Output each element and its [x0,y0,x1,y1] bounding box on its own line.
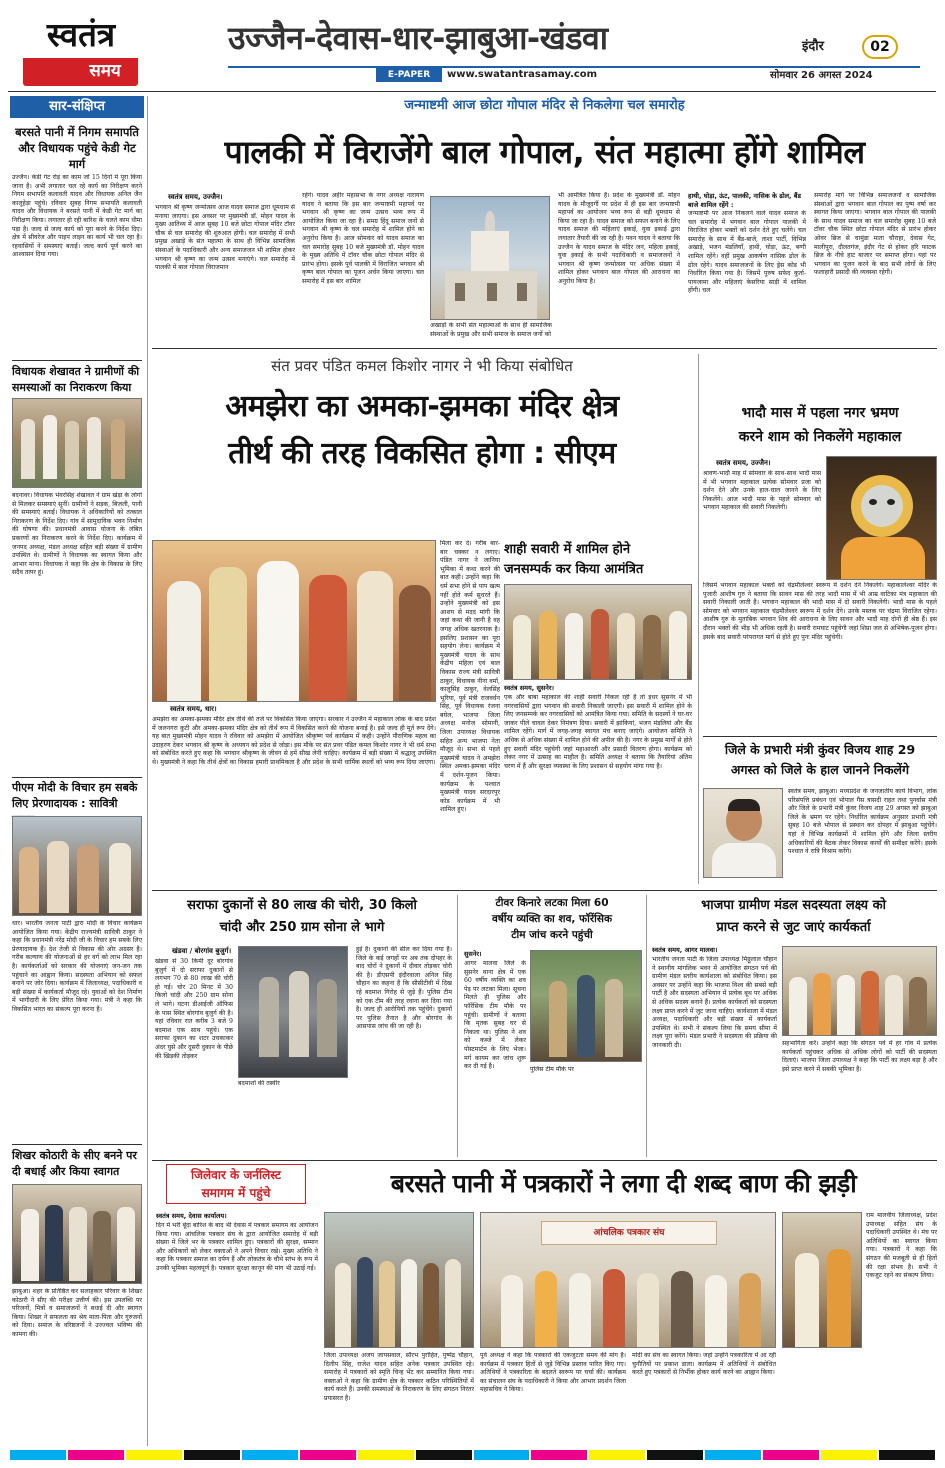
page-number: 02 [870,39,890,55]
brief-rule-2 [12,777,142,778]
story6-divider [457,895,458,1157]
story8-headline-line1: भाजपा ग्रामीण मंडल सदस्यता लक्ष्य को [701,898,886,913]
story5-body: स्वतंत्र समय, झाबुआ। मध्यप्रदेश के जनजातीय कार्य विभाग, लोक परिसंपत्ति प्रबंधन एवं भोपाल गैस त्रासदी राहत तथा पुनर्वास मंत्री और जिले के प्रभारी मंत्री कुंवर विजय शाह 29 अगस्त को झाबुआ जिले के भ्रमण पर रहेंगे। निर्धारित कार्यक्रम अनुसार प्रभारी मंत्री सुबह 10 बजे भोपाल से प्रस्थान कर दोपहर में झाबुआ पहुंचेंगे। यहां वे विभिन्न कार्यक्रमों में शामिल होंगे और जिला स्तरीय अधिकारियों की बैठक लेकर विकास कार्यों की समीक्षा करेंगे। इसके पश्चात वे रात्रि विश्राम करेंगे। [788,788,937,856]
lead-caption: अखाड़ों के सभी संत महात्माओं के साथ ही सामाजिक संस्थाओं के प्रमुख और सभी समाज के समाज जनों को [430,322,552,338]
story3-byline: स्वतंत्र समय, सुसनेर। [504,684,554,692]
lead-kicker: जन्माष्टमी आज छोटा गोपाल मंदिर से निकलेगा चल समारोह [404,98,685,113]
story9-photo-stage [480,1212,776,1348]
story2-col-a: मिला कर दे। गरीब बार-बार चक्कर न लगाए। पंडित नागर ने जानिया भूमिका में कथा करने की बात कही। उन्होंने कहा कि धर्म सभा होने से पाप खत्म नहीं होते कर्म सुधरते हैं। उन्होंने मुख्यमंत्री को इस आशय से मदद मांगी कि जहां कथा की जानी है वह जगह अधिक खतरनाक है। इसलिए प्रशासन का पूरा सहयोग लेना। कार्यक्रम में मुख्यमंत्री यादव के साथ केंद्रीय महिला एवं बाल विकास राज्य मंत्री सावित्री ठाकुर, विधायक नीना वर्मा, कालूसिंह ठाकुर, वेलसिंह भूरिया, पूर्व मंत्री राजवर्धन सिंह, पूर्व विधायक रंजना बघेल, भाजपा जिला अध्यक्ष मनोज सोमानी, जिला उपाध्यक्ष विधायक सहित अन्य भाजपा नेता मौजूद थे। सभा से पहले मुख्यमंत्री यादव ने अमझेरा स्थित अमका-झमका मंदिर में दर्शन-पूजन किया। कार्यक्रम के पश्चात मुख्यमंत्री यादव सरदारपुर कोड कार्यक्रम में भी शामिल हुए। [440,540,500,814]
story8-byline: स्वतंत्र समय, आगर मालवा। [652,946,718,954]
story2-headline-line1: अमझेरा का अमका-झमका मंदिर क्षेत्र [225,389,619,424]
story7-byline: सुसनेर। [464,950,482,958]
brief-4-body: झाबुआ। शहर के प्रतिष्ठित कर सलाहकार परिवार के शिखर कोठारी ने सीए की परीक्षा उत्तीर्ण की। इस उपलब्धि पर परिजनों, मित्रों व समाजजनों ने बधाई दी और स्वागत किया। शिखर ने सफलता का श्रेय माता-पिता और गुरुजनों को दिया। समाज के वरिष्ठजनों ने उज्ज्वल भविष्य की कामना की। [12,1288,142,1338]
sidebar-divider [147,96,148,1446]
brief-2-title: विधायक शेखावत ने ग्रामीणों की समस्याओं का निराकरण किया [12,365,140,394]
story4-photo-mahakal [826,456,937,580]
story4-byline: स्वतंत्र समय, उज्जैन। [716,459,771,467]
brief-3-title: पीएम मोदी के विचार हम सबके लिए प्रेरणादायक : सावित्री [12,781,138,810]
mid-rule [152,890,937,891]
logo-word-samay: समय [89,61,121,81]
story3-divider [698,354,699,884]
brief-rule-1 [12,360,142,361]
story2-headline-line2: तीर्थ की तरह विकसित होगा : सीएम [228,436,616,471]
edition-title: उज्जैन-देवास-धार-झाबुआ-खंडवा [228,19,608,57]
brief-2-body: बदनावर। विधायक भंवरसिंह शेखावत ने ग्राम खेड़ा के लोगों से मिलकर समस्याएं सुनीं। ग्रामीणों ने सड़क, बिजली, पानी की समस्याएं बताईं। विधायक ने अधिकारियों को तत्काल निराकरण के निर्देश दिए। गांव में सामुदायिक भवन निर्माण की घोषणा की। प्रधानमंत्री आवास योजना के लंबित प्रकरणों का निराकरण करने के निर्देश दिए। कार्यक्रम में जनपद अध्यक्ष, मंडल अध्यक्ष सहित बड़ी संख्या में ग्रामीण उपस्थित थे। ग्रामीणों ने विधायक का स्वागत किया और आभार माना। विधायक ने कहा कि क्षेत्र के विकास के लिए सदैव तत्पर हूं। [12,492,142,577]
brief-2-photo [12,398,142,488]
story9-photo-right [782,1212,862,1348]
story7-divider [646,895,647,1157]
story6-col-3: हुई है। दुकानों की सील कर दिया गया है। जिले के कई जगहों पर अब तक दोपहर के बाद चोरों ने दुकानों में दीवार तोड़कर चोरी की है। डीएसपी इंदौरवाला अनिल सिंह चौहान का कहना है कि सीसीटीवी में दिख रहे बदमाश गिरोह से जुड़े हैं। पुलिस टीम को एक टीम की तरह रवाना कर दिया गया है। जल्द ही आरोपियों तक पहुंचेंगे। दुकानों पर पुलिस तैनात है और बोरगांव के आसपास जांच की जा रही है। [356,946,452,1031]
website-url[interactable]: www.swatantrasamay.com [447,69,598,80]
story4-body: जिसमें भगवान महाकाल भक्तों को चंद्रमौलेश्वर स्वरूप में दर्शन देने निकलेंगे। महाकालेश्वर मंदिर के पुजारी आशीष गुरु ने बताया कि सावन मास की तरह भादौ मास में भी आम्र वाटिका मंत्र महाकाल की सवारी निकाली जाती है। भगवान महाकाल की भादौ मास में दो सवारी निकलेंगी। भादौ मास के पहले सोमवार को भगवान महाकाल चंद्रमौलेश्वर स्वरूप में दर्शन देंगे। उनके मस्तक पर चंद्रमा विराजित रहेगा। आशीष गुरु के मुताबिक भगवान शिव की आराधना के लिए सावन और भादौ माह दोनों ही श्रेष्ठ हैं। इस दौरान भक्तों की भीड़ भी अधिक रहती है। सवारी रामघाट पहुंचेगी जहां शिप्रा जल से अभिषेक-पूजन होगा। इसके बाद सवारी परंपरागत मार्ग से होते हुए पुनः मंदिर पहुंचेगी। [703,582,937,641]
story8-body-2: सहभागिता करें। उन्होंने कहा कि संगठन पर्व में हर गांव में प्रत्येक कार्यकर्ता पहुंचकर अधिक से अधिक लोगों को पार्टी की सदस्यता दिलाएं। भाजपा जिला उपाध्यक्ष ने कहा कि पार्टी का लक्ष्य बड़ा है और इसे प्राप्त करने में सबकी भूमिका है। [782,1040,937,1073]
story3-photo-procession [504,584,692,680]
story7-headline-line2: वर्षीय व्यक्ति का शव, फॉरेंसिक [491,913,613,925]
masthead-bottom-rule [8,91,936,92]
story8-photo-meeting [782,946,937,1036]
lead-col-1: भगवान श्री कृष्ण जन्मोत्सव आज यादव समाज द्वारा धूमधाम से मनाया जाएगा। इस अवसर पर मुख्यमंत्री डॉ. मोहन यादव के मुख्य आतिथ्य में आज सुबह 10 बजे छोटा गोपाल मंदिर टॉवर चौक से चल समारोह की शुरुआत होगी। चल समारोह में सभी प्रमुख अखाड़े के संत महात्मा के साथ ही विभिन्न सामाजिक संस्थाओं के पदाधिकारी और अन्य समाजजन भी शामिल होकर भगवान श्री कृष्ण का जन्म उत्सव मनाएंगे। चल समारोह में पालकी में बाल गोपाल विराजमान [155,204,295,272]
sidebar-header: सार-संक्षिप्त [49,99,105,114]
story9-col-1: दिन में भरी बूंदा बारिश के बाद भी देवास में पत्रकार समागम का आयोजन किया गया। आंचलिक पत्रकार संघ के द्वारा आयोजित समारोह में बड़ी संख्या में जिले भर के पत्रकार शामिल हुए। पत्रकारों की सुरक्षा, सम्मान और अधिकारों को लेकर वक्ताओं ने अपने विचार रखे। मुख्य अतिथि ने कहा कि पत्रकार समाज का दर्पण हैं और लोकतंत्र के चौथे स्तंभ के रूप में उनकी भूमिका महत्वपूर्ण है। पत्रकार सुरक्षा कानून की मांग भी उठाई गई। [156,1222,318,1272]
story5-headline-line2: अगस्त को जिले के हाल जानने निकलेंगे [730,762,910,777]
lower-rule [152,1160,937,1161]
story6-headline-line2: चांदी और 250 ग्राम सोना ले भागे [219,920,385,935]
brief-4-photo [12,1184,142,1284]
story6-headline-line1: सराफा दुकानों से 80 लाख की चोरी, 30 किलो [187,898,417,913]
story6-caption: बदमाशों की तस्वीर [238,1080,280,1087]
story4-col-1: श्रावण-भादौ माह में सोमवार के साथ-साथ भादौ मास में भी भगवान महाकाल प्रत्येक सोमवार प्रजा को दर्शन देने और उनके हाल-चाल जानने के लिए निकलेंगे। आज भादौ मास के पहले सोमवार को भगवान महाकाल की सवारी निकलेगी। [703,470,821,512]
story2-photo-cm [152,540,436,702]
lead-col-6: समारोह मार्ग पर विभिन्न समाजजनों व सामाजिक संस्थाओं द्वारा भगवान बाल गोपाल का पुष्प वर्षा कर स्वागत किया जाएगा। भगवान बाल गोपाल की पालकी के साथ यादव समाज का चल समारोह सुबह 10 बजे टॉवर चौक स्थित छोटा गोपाल मंदिर से प्रारंभ होकर ओवर ब्रिज से चामुंडा माता चौराहा, देवास गेट, मालीपुरा, दौलतगंज, इंदौर गेट से होकर हरि फाटक ब्रिज के नीचे हाट बाजार पर समाप्त होगा। यहां पर भगवान का पूजन करने के बाद सभी लोगों के लिए फलाहारी प्रसादी की व्यवस्था रहेगी। [814,192,936,277]
story4-headline-line1: भादौ मास में पहला नगर भ्रमण [741,405,899,421]
lead-photo-temple [430,196,550,320]
story9-col-4: मोदी का संघ का स्वागत किया। जहां उन्होंने पत्रकारिता में आ रही चुनौतियों पर प्रकाश डाला। कार्यक्रम में अतिथियों ने संबोधित करते हुए पत्रकारों से निर्भीक होकर कार्य करने का आह्वान किया। [632,1352,776,1377]
story3-body: एक और बाबा महाकाल की शाही सवारी निकल रही है तो इधर सुसनेर में भी नगरवासियों द्वारा भगवान की सवारी निकाली जाएगी। इस सवारी में शामिल होने के लिए जनसम्पर्क कर नगरवासियों को आमंत्रित किया गया। समिति के सदस्यों ने घर-घर जाकर पीले चावल देकर निमंत्रण दिया। सवारी में झांकियां, भजन मंडलियां और बैंड शामिल रहेंगे। मार्ग में जगह-जगह स्वागत मंच बनाए जाएंगे। आयोजन समिति ने अधिक से अधिक संख्या में शामिल होने की अपील की है। नगर के प्रमुख मार्गों से होते हुए सवारी मंदिर पहुंचेगी जहां महाआरती और प्रसादी वितरण होगा। कार्यक्रम को लेकर नगर में उत्साह का माहौल है। समिति अध्यक्ष ने बताया कि तैयारियां अंतिम चरण में हैं और सुरक्षा व्यवस्था के लिए प्रशासन से सहयोग मांगा गया है। [504,694,692,770]
story6-photo-cctv [238,946,348,1078]
story4-bottom-rule [703,736,937,737]
lead-bottom-rule [152,348,937,349]
registration-strip [10,1450,935,1460]
story9-headline: बरसते पानी में पत्रकारों ने लगा दी शब्द बाण की झड़ी [390,1169,857,1198]
logo-word-swatantra: स्वतंत्र [46,15,116,54]
brief-rule-3 [12,1144,142,1145]
brief-1-body: उज्जैन। केडी गेट रोड़ का काम जो 15 दिनों में पूरा किया जाना है। अभी लगातार चल रहे कार्य का निरीक्षण करने निगम सभापति कलावती यादव और विधायक अनिल जैन कालूहेड़ा पहुंचे। रविवार सुबह निगम सभापति कलावती यादव और विधायक ने बरसते पानी में केडी गेट मार्ग का निरीक्षण किया। लगातार हो रही बारिश के चलते काम धीमा पड़ा है। जल्द से जल्द कार्य को पूरा करने के निर्देश दिए। क्षेत्र में सीवरेज और पाइप लाइन का कार्य भी चल रहा है। रहवासियों ने समस्याएं बताईं। जल्द कार्य पूर्ण करने का आश्वासन दिया गया। [12,174,142,259]
story7-caption: पुलिस टीम मौके पर [530,1066,574,1073]
story9-kicker-line2: समागम में पहुंचे [201,1186,271,1200]
lead-headline: पालकी में विराजेंगे बाल गोपाल, संत महात्मा होंगे शामिल [224,133,865,171]
brief-4-title: शिखर कोठारी के सीए बनने पर दी बधाई और किया स्वागत [12,1149,137,1178]
story2-byline: स्वतंत्र समय, धार। [170,705,217,713]
issue-date: सोमवार 26 अगस्त 2024 [770,70,873,81]
story9-col-3: पूर्व अध्यक्ष ने कहा कि पत्रकारों की एकजुटता समय की मांग है। कार्यक्रम में पत्रकार हितों से जुड़े विभिन्न प्रस्ताव पारित किए गए। अतिथियों ने पत्रकारिता के बदलते स्वरूप पर चर्चा की। कार्यक्रम का संचालन संघ के पदाधिकारी ने किया और आभार प्रदर्शन जिला महासचिव ने किया। [480,1352,626,1394]
story7-headline-line3: टीम जांच करने पहुंची [511,929,593,941]
story3-headline-line2: जनसम्पर्क कर किया आमंत्रित [504,562,644,577]
story4-headline-line2: करने शाम को निकलेंगे महाकाल [738,429,902,445]
story5-headline-line1: जिले के प्रभारी मंत्री कुंवर विजय शाह 29 [724,742,916,757]
lead-byline: स्वतंत्र समय, उज्जैन। [168,193,223,201]
lead-col-2: रहेंगे। यादव अहीर महासभा के नगर अध्यक्ष नारायण यादव ने बताया कि इस बार जन्माष्टमी महापर्व पर भगवान श्री कृष्ण का जन्म उत्सव भव्य रूप में आयोजित किया जा रहा है। समग्र हिंदू समाज जनों से भगवान श्री कृष्ण के चल समारोह में शामिल होने का अनुरोध किया है। आज सोमवार को यादव समाज का चल समारोह सुबह 10 बजे मुख्यमंत्री डॉ. मोहन यादव के मुख्य अतिथि में टॉवर चौक छोटा गोपाल मंदिर से प्रारंभ होगा। इसके पूर्व पालकी में विराजित भगवान श्री कृष्ण बाल गोपाल का पूजन अर्चन किया जाएगा। चल समारोह में इस बार शामिल [302,192,424,285]
story9-photo-left [324,1212,474,1348]
epaper-label: E-PAPER [387,70,431,80]
story2-body: अमझेरा का अमका-झमका मंदिर क्षेत्र तीर्थ की तर्ज पर विकसित किया जाएगा। सरकार ने उज्जैन में महाकाल लोक के बाद प्रदेश में जलनगरा कुटी और अमका-झमका मंदिर क्षेत्र को तीर्थ रूप में विकसित करने की योजना बनाई है। इसे जल्द ही मूर्त रूप देंगे। यह बात मुख्यमंत्री मोहन यादव ने रविवार को अमझेरा में आयोजित श्रीकृष्ण पर्व कार्यक्रम में कही। उन्होंने पौराणिक महत्व का उदाहरण देकर भगवान श्री कृष्ण के अध्ययन को प्रदेश से जोड़ा। इस मौके पर संत प्रवर पंडित कमल किशोर नागर ने भी धर्म सभा को संबोधित करते हुए कहा कि भगवान श्रीकृष्ण के जीवन से हमें सीख लेनी चाहिए। कार्यक्रम में बड़ी संख्या में श्रद्धालु उपस्थित थे। मुख्यमंत्री ने कहा कि तीर्थ क्षेत्रों का विकास हमारी प्राथमिकता है और प्रदेश के सभी धार्मिक स्थलों को भव्य रूप दिया जाएगा। [152,716,436,766]
story7-photo-police [530,950,642,1062]
brief-1-title: बरसते पानी में निगम समापति और विधायक पहुंचे केडी गेट मार्ग [15,125,139,171]
masthead-rule [228,66,920,68]
story6-col-1: खंडवा से 30 किमी दूर बोरगांव बुजुर्ग में दो सराफा दुकानों से लगभग 70 से 80 लाख की चोरी हो गई। चोर 20 मिनट में 30 किलो चांदी और 250 ग्राम सोना ले भागे। घटना डीआईजी ऑफिस के पास स्थित बोरगांव बुजुर्ग की है। यहां रविवार रात करीब 3 बजे 9 बदमाश एक साथ पहुंचे। एक सराफा दुकान का शटर उचकाकर अंदर घुसे और दूसरी दुकान के पीछे की खिड़की तोड़कर [155,958,233,1060]
brief-3-body: धार। भारतीय जनता पार्टी द्वारा मोदी के विचार कार्यक्रम आयोजित किया गया। केंद्रीय राज्यमंत्री सावित्री ठाकुर ने कहा कि प्रधानमंत्री नरेंद्र मोदी जी के विचार हम सबके लिए प्रेरणादायक हैं। देश तेजी से विकास की ओर अग्रसर है। गरीब कल्याण की योजनाओं से हर वर्ग को लाभ मिल रहा है। कार्यकर्ताओं को सरकार की योजनाएं जन-जन तक पहुंचाने का आह्वान किया। सदस्यता अभियान को सफल बनाने पर जोर दिया। कार्यक्रम में जिलाध्यक्ष, पदाधिकारी व बड़ी संख्या में कार्यकर्ता मौजूद रहे। युवाओं को देश निर्माण में भागीदारी के लिए प्रेरित किया गया। मंत्री ने कहा कि विकसित भारत का संकल्प पूरा करना है। [12,920,142,1013]
story9-col-5: राम मालवीय जिलाध्यक्ष, प्रदेश उपाध्यक्ष सहित संघ के पदाधिकारी उपस्थित थे। मंच पर अतिथियों का स्वागत किया गया। पत्रकारों ने कहा कि संगठन की मजबूती से ही हितों की रक्षा संभव है। सभी ने एकजुट रहने का संकल्प लिया। [866,1212,937,1280]
lead-col-4: भी आमंत्रित किया है। प्रदेश के मुख्यमंत्री डॉ. मोहन यादव के मौजूदगीं पर प्रदेश में ही इस बार जन्माष्टमी महापर्व का आयोजन भव्य रूप से बड़ी धूमधाम से किया जा रहा है। यादव समाज को सफल बनाने के लिए यादव समाज की महिलाएं इकाई, युवा इकाई द्वारा लगातार तैयारी की जा रही है। पवन यादव ने बताया कि उज्जैन के यादव समाज के मंदिर जन, महिला इकाई, युवा इकाई के सभी पदाधिकारी व समाजजनों ने भगवान श्री कृष्ण जन्मोत्सव पर अधिक संख्या में शामिल होकर भगवान बाल गोपाल की आराधना का अनुरोध किया है। [558,192,680,285]
brief-3-photo [12,816,142,916]
story3-headline-line1: शाही सवारी में शामिल होने [504,542,631,557]
story5-photo-minister [703,788,783,878]
story9-col-2: जिला उपाध्यक्ष अजय जायसवाल, सौरभ पुरोहित, पुष्पेंद्र चौहान, दिलीप सिंह, राजेश यादव सहित अनेक पत्रकार उपस्थित रहे। समारोह में पत्रकारों को स्मृति चिन्ह भेंट कर सम्मानित किया गया। वक्ताओं ने कहा कि ग्रामीण क्षेत्र के पत्रकार कठिन परिस्थितियों में कार्य करते हैं। उनकी समस्याओं के निराकरण के लिए संगठन निरंतर प्रयासरत है। [324,1352,474,1402]
story6-byline: खंडवा / बोरगांव बुजुर्ग। [172,947,232,955]
story9-byline: स्वतंत्र समय, देवास कार्यालय। [156,1212,227,1220]
story7-headline-line1: टीवर किनारे लटका मिला 60 [495,897,609,909]
lead-col-5: जन्माष्टमी पर आज निकलने वाले यादव समाज के चल समारोह में भगवान बाल गोपाल पालकी में विराजित होकर भक्तों को दर्शन देते हुए चलेंगे। चल समारोह के साथ में बैंड-बाजे, ताशा पार्टी, विभिन्न अखाड़े, भजन मंडलियाँ, हाथी, घोड़ा, ऊंट, बग्गी शामिल रहेंगे। वहीं प्रमुख आकर्षण नासिक ढोल के ढोल रहेंगे। यादव समाजजनों के लिए ड्रेस कोड भी निर्धारित किया गया है। जिसमें पुरुष सफेद कुर्ता-पायजामा और महिलाएं केसरिया साड़ी में शामिल होंगी। चल [688,210,806,295]
lead-col-5-head: हाथी, घोड़ा, ऊंट, पालकी, नासिक के ढोल, बैंड बाजे शामिल रहेंगे : [688,192,801,209]
story7-body: आगर मालवा जिले के सुसनेर थाना क्षेत्र में एक 60 वर्षीय व्यक्ति का शव पेड़ पर लटका मिला। सूचना मिलते ही पुलिस और फॉरेंसिक टीम मौके पर पहुंची। ग्रामीणों ने बताया कि मृतक सुबह घर से निकला था। पुलिस ने शव को कब्जे में लेकर पोस्टमार्टम के लिए भेजा। मर्ग कायम कर जांच शुरू कर दी गई है। [464,960,526,1071]
story2-kicker: संत प्रवर पंडित कमल किशोर नागर ने भी किया संबोधित [271,357,573,375]
story8-body: भारतीय जनता पार्टी के जिला उपाध्यक्ष मिठ्ठूलाल चौहान ने स्थानीय मांगलिक भवन में आयोजित संगठन पर्व की ग्रामीण मंडल स्तरीय कार्यशाला को संबोधित किया। इस अवसर पर उन्होंने कहा कि भाजपा विश्व की सबसे बड़ी पार्टी है और सदस्यता अभियान में प्रत्येक बूथ पर अधिक से अधिक सदस्य बनाने हैं। प्रत्येक कार्यकर्ता को सदस्यता लक्ष्य प्राप्त करने में जुट जाना चाहिए। कार्यशाला में मंडल अध्यक्ष, पदाधिकारी और बड़ी संख्या में कार्यकर्ता उपस्थित थे। सभी ने संकल्प लिया कि समय सीमा में लक्ष्य पूरा करेंगे। मंडल प्रभारी ने सदस्यता की प्रक्रिया की जानकारी दी। [652,956,777,1049]
story9-banner-text: आंचलिक पत्रकार संघ [593,1228,665,1238]
story9-kicker-line1: जिलेवार के जर्नलिस्ट [191,1168,281,1182]
story8-headline-line2: प्राप्त करने से जुट जाएं कार्यकर्ता [716,920,871,935]
city-name: इंदौर [802,39,824,54]
